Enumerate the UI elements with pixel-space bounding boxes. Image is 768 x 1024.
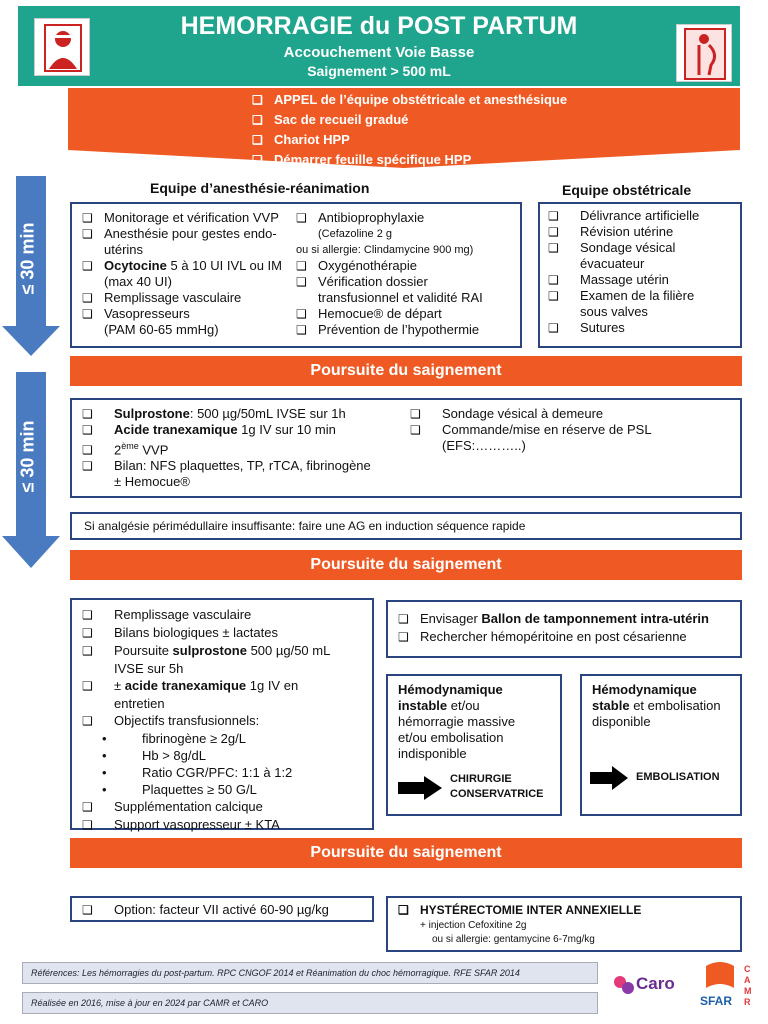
authorship-footer: Réalisée en 2016, mise à jour en 2024 par CAMR et CARO xyxy=(22,992,598,1014)
stable-title: Hémodynamique xyxy=(592,682,697,697)
pregnant-woman-icon xyxy=(676,24,732,82)
stage2-acide: ❑Acide tranexamique 1g IV sur 10 min xyxy=(82,422,402,438)
header-banner xyxy=(18,6,740,86)
arrow-right-icon xyxy=(398,776,442,800)
unstable-line3: hémorragie massive xyxy=(398,714,516,729)
bleeding-continues-banner-3: Poursuite du saignement xyxy=(70,838,742,868)
stage3-left-panel xyxy=(70,598,374,830)
anesth-item-hemocue: ❑ Hemocue® de départ xyxy=(296,306,520,322)
unstable-panel xyxy=(386,674,562,816)
stage3-remplissage: ❑Remplissage vasculaire xyxy=(82,606,372,624)
obst-item-exam: ❑ Examen de la filière xyxy=(548,288,740,304)
anesth-item-clindamycine: ou si allergie: Clindamycine 900 mg) xyxy=(296,244,474,256)
anesth-item-ocytocine: ❑ Ocytocine 5 à 10 UI IVL ou IM xyxy=(82,258,310,274)
stage4-option-panel xyxy=(70,896,374,922)
bleeding-continues-banner-2: Poursuite du saignement xyxy=(70,550,742,580)
stage3-acide-cont: entretien xyxy=(114,696,165,711)
action-hpp-sheet: ❑ Démarrer feuille spécifique HPP xyxy=(252,150,692,170)
target-fibrinogen: • fibrinogène ≥ 2g/L xyxy=(82,730,372,747)
anesthesia-team-heading: Equipe d’anesthésie-réanimation xyxy=(150,180,370,196)
anesth-item-dossier: ❑ Vérification dossier xyxy=(296,274,520,290)
stage2-commande: ❑Commande/mise en réserve de PSL xyxy=(410,422,730,438)
anesth-item-hypothermia: ❑ Prévention de l’hypothermie xyxy=(296,322,520,338)
stage2-panel xyxy=(70,398,742,498)
stage4-cefoxitine: + injection Cefoxitine 2g xyxy=(420,920,527,931)
obstetric-team-heading: Equipe obstétricale xyxy=(562,182,692,198)
action-hpp-cart: ❑ Chariot HPP xyxy=(252,130,692,150)
obst-item-delivery: ❑ Délivrance artificielle xyxy=(548,208,740,224)
anesth-item-monitoring: ❑ Monitorage et vérification VVP xyxy=(82,210,310,226)
unstable-title: Hémodynamique xyxy=(398,682,503,697)
stage3-objectifs: ❑Objectifs transfusionnels: xyxy=(82,712,372,730)
page-title: HEMORRAGIE du POST PARTUM xyxy=(180,12,578,40)
stage3-calcium: ❑Supplémentation calcique xyxy=(82,798,372,816)
obst-item-revision: ❑ Révision utérine xyxy=(548,224,740,240)
caro-logo-mark xyxy=(612,974,636,996)
analgesia-note: Si analgésie périmédullaire insuffisante: faire une AG en induction séquence rapide xyxy=(70,512,742,540)
unstable-line2: instable et/ou xyxy=(398,698,480,713)
anesth-item-antibio: ❑ Antibioprophylaxie xyxy=(296,210,520,226)
obst-item-massage: ❑ Massage utérin xyxy=(548,272,740,288)
stage3-sulprostone: ❑Poursuite sulprostone 500 µg/50 mL xyxy=(82,642,372,660)
obstetric-panel xyxy=(538,202,742,348)
stage2-sondage: ❑Sondage vésical à demeure xyxy=(410,406,730,422)
arrow-right-icon xyxy=(590,766,628,790)
page-subtitle: Accouchement Voie Basse xyxy=(283,44,475,61)
target-ratio: • Ratio CGR/PFC: 1:1 à 1:2 xyxy=(82,764,372,781)
stable-line3: disponible xyxy=(592,714,651,729)
caro-logo-text: Caro xyxy=(636,974,675,993)
stage4-hysterectomy-panel xyxy=(386,896,742,952)
embolisation-action: EMBOLISATION xyxy=(636,771,720,783)
sfar-camr-logo xyxy=(700,958,762,1018)
stage3-bilans: ❑Bilans biologiques ± lactates xyxy=(82,624,372,642)
obst-item-sondage-cont: évacuateur xyxy=(580,256,645,271)
unstable-line4: et/ou embolisation xyxy=(398,730,504,745)
time-label-2: ≤ 30 min xyxy=(17,420,38,493)
anesth-item-anesthesia: ❑ Anesthésie pour gestes endo- xyxy=(82,226,310,242)
stage2-vvp: ❑2ème VVP xyxy=(82,438,402,458)
stage4-hysterectomy: ❑ HYSTÉRECTOMIE INTER ANNEXIELLE xyxy=(398,903,641,917)
anesth-item-vasopressors: ❑ Vasopresseurs xyxy=(82,306,310,322)
stage3-sulprostone-cont: IVSE sur 5h xyxy=(114,661,184,676)
anesthesia-panel xyxy=(70,202,522,348)
stage2-bilan: ❑Bilan: NFS plaquettes, TP, rTCA, fibrinogène xyxy=(82,458,402,474)
bleeding-continues-banner-1: Poursuite du saignement xyxy=(70,356,742,386)
initial-actions-panel xyxy=(68,88,740,168)
time-label-1: ≤ 30 min xyxy=(17,222,38,295)
stage4-gentamycine: ou si allergie: gentamycine 6-7mg/kg xyxy=(432,934,595,945)
stage3-balloon-panel xyxy=(386,600,742,658)
stage4-option: ❑Option: facteur VII activé 60-90 µg/kg xyxy=(82,902,329,918)
anesth-item-pam: (PAM 60-65 mmHg) xyxy=(104,322,219,337)
stage2-bilan-cont: ± Hemocue® xyxy=(114,474,190,490)
anesth-item-ocytocine-max: (max 40 UI) xyxy=(104,274,172,289)
stable-line2: stable et embolisation xyxy=(592,698,721,713)
stable-panel xyxy=(580,674,742,816)
unstable-line5: indisponible xyxy=(398,746,467,761)
anesth-item-anesthesia-cont: utérins xyxy=(104,242,144,257)
sfar-logo-text: SFAR xyxy=(700,994,733,1008)
stage3-vasopressor: ❑Support vasopresseur ± KTA xyxy=(82,816,372,834)
anesth-item-dossier-cont: transfusionnel et validité RAI xyxy=(318,290,483,305)
obst-item-exam-cont: sous valves xyxy=(580,304,648,319)
stage2-efs: (EFS:………..) xyxy=(442,438,526,453)
anesth-item-cefazoline: (Cefazoline 2 g xyxy=(318,228,392,240)
obst-item-sondage: ❑ Sondage vésical xyxy=(548,240,740,256)
action-call-team: ❑ APPEL de l’équipe obstétricale et anesthésique xyxy=(252,90,692,110)
target-hb: • Hb > 8g/dL xyxy=(82,747,372,764)
obst-item-sutures: ❑ Sutures xyxy=(548,320,740,336)
anesth-item-oxygen: ❑ Oxygénothérapie xyxy=(296,258,520,274)
camr-logo-text: CAMR xyxy=(744,964,752,1007)
references-footer: Références: Les hémorragies du post-partum. RPC CNGOF 2014 et Réanimation du choc hémorragique. RFE SFAR 2014 xyxy=(22,962,598,984)
threshold-label: Saignement > 500 mL xyxy=(307,63,451,79)
caro-logo xyxy=(612,970,692,1000)
target-platelets: • Plaquettes ≥ 50 G/L xyxy=(82,781,372,798)
stage3-balloon: ❑ Envisager Ballon de tamponnement intra-utérin xyxy=(398,610,738,628)
action-collection-bag: ❑ Sac de recueil gradué xyxy=(252,110,692,130)
anesth-item-filling: ❑ Remplissage vasculaire xyxy=(82,290,310,306)
stage2-sulprostone: ❑Sulprostone: 500 µg/50mL IVSE sur 1h xyxy=(82,406,402,422)
stage3-acide: ❑± acide tranexamique 1g IV en xyxy=(82,677,372,695)
anesthetist-icon xyxy=(34,18,90,76)
surgery-action: CHIRURGIE CONSERVATRICE xyxy=(450,773,544,800)
stage3-hemoperitoine: ❑ Rechercher hémopéritoine en post césarienne xyxy=(398,628,738,646)
